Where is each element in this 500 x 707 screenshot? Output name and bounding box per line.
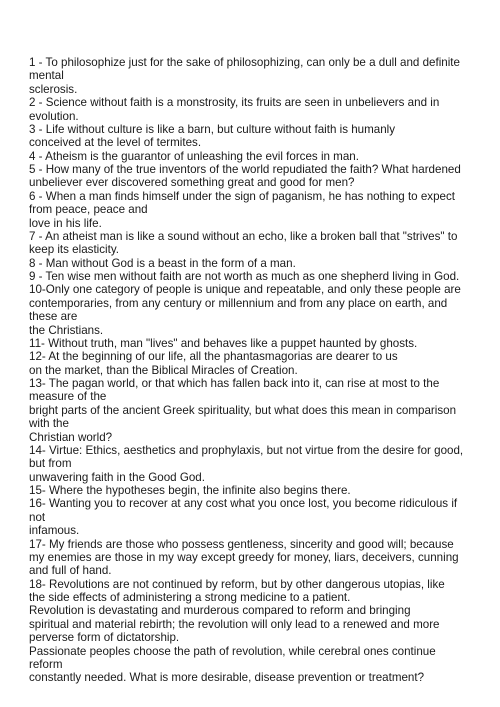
text-line: 14- Virtue: Ethics, aesthetics and prophylaxis, but not virtue from the desire for good, xyxy=(29,443,464,457)
text-line: perverse form of dictatorship. xyxy=(29,631,180,645)
text-line: and full of hand. xyxy=(29,564,112,578)
text-line: unwavering faith in the Good God. xyxy=(29,470,205,484)
text-line: 9 - Ten wise men without faith are not worth as much as one shepherd living in God. xyxy=(29,270,460,283)
text-line: but from xyxy=(29,457,72,471)
text-line: contemporaries, from any century or millennium and from any place on earth, and xyxy=(29,296,448,310)
text-line: constantly needed. What is more desirable, disease prevention or treatment? xyxy=(29,671,425,685)
text-line: keep its elasticity. xyxy=(29,243,119,257)
text-line: bright parts of the ancient Greek spirituality, but what does this mean in comparison xyxy=(29,403,457,417)
text-line: unbeliever ever discovered something great and good for men? xyxy=(29,176,355,190)
text-line: spiritual and material rebirth; the revolution will only lead to a renewed and more xyxy=(29,617,440,631)
text-line: the side effects of administering a strong medicine to a patient. xyxy=(29,591,351,604)
text-line: evolution. xyxy=(29,109,79,123)
text-line: the Christians. xyxy=(29,323,104,337)
text-line: love in his life. xyxy=(29,216,102,230)
text-line: 1 - To philosophize just for the sake of philosophizing, can only be a dull and definite xyxy=(29,56,460,69)
text-line: 6 - When a man finds himself under the sign of paganism, he has nothing to expect xyxy=(29,189,455,203)
text-line: 2 - Science without faith is a monstrosity, its fruits are seen in unbelievers and in xyxy=(29,96,440,110)
text-line: 4 - Atheism is the guarantor of unleashing the evil forces in man. xyxy=(29,149,359,163)
text-line: Passionate peoples choose the path of revolution, while cerebral ones continue xyxy=(29,644,436,658)
text-line: with the xyxy=(29,417,69,431)
text-line: these are xyxy=(29,310,78,324)
document-body xyxy=(29,56,475,685)
text-line: measure of the xyxy=(29,390,107,404)
text-line: 13- The pagan world, or that which has fallen back into it, can rise at most to the xyxy=(29,377,440,390)
text-line: my enemies are those in my way except greedy for money, liars, deceivers, cunning xyxy=(29,550,459,564)
text-line: Revolution is devastating and murderous compared to reform and bringing xyxy=(29,604,411,618)
text-line: not xyxy=(29,510,46,524)
text-line: 10-Only one category of people is unique and repeatable, and only these people are xyxy=(29,283,461,297)
text-line: 8 - Man without God is a beast in the form of a man. xyxy=(29,256,296,270)
text-line: 3 - Life without culture is like a barn, but culture without faith is humanly xyxy=(29,122,396,136)
text-line: mental xyxy=(29,69,64,83)
text-line: 11- Without truth, man "lives" and behaves like a puppet haunted by ghosts. xyxy=(29,336,418,350)
text-line: 5 - How many of the true inventors of the world repudiated the faith? What hardened xyxy=(29,163,461,176)
text-line: infamous. xyxy=(29,524,80,538)
text-line: reform xyxy=(29,657,63,671)
text-line: 12- At the beginning of our life, all the phantasmagorias are dearer to us xyxy=(29,350,398,364)
text-line: 17- My friends are those who possess gentleness, sincerity and good will; because xyxy=(29,537,454,551)
text-line: sclerosis. xyxy=(29,82,78,96)
text-line: on the market, than the Biblical Miracles of Creation. xyxy=(29,363,298,377)
text-line: 15- Where the hypotheses begin, the infinite also begins there. xyxy=(29,484,351,497)
text-line: 18- Revolutions are not continued by reform, but by other dangerous utopias, like xyxy=(29,577,445,591)
text-line: from peace, peace and xyxy=(29,203,148,217)
text-line: 7 - An atheist man is like a sound without an echo, like a broken ball that "strives" to xyxy=(29,229,458,243)
text-line: conceived at the level of termites. xyxy=(29,136,202,150)
text-line: Christian world? xyxy=(29,430,113,444)
text-line: 16- Wanting you to recover at any cost what you once lost, you become ridiculous if xyxy=(29,497,458,511)
